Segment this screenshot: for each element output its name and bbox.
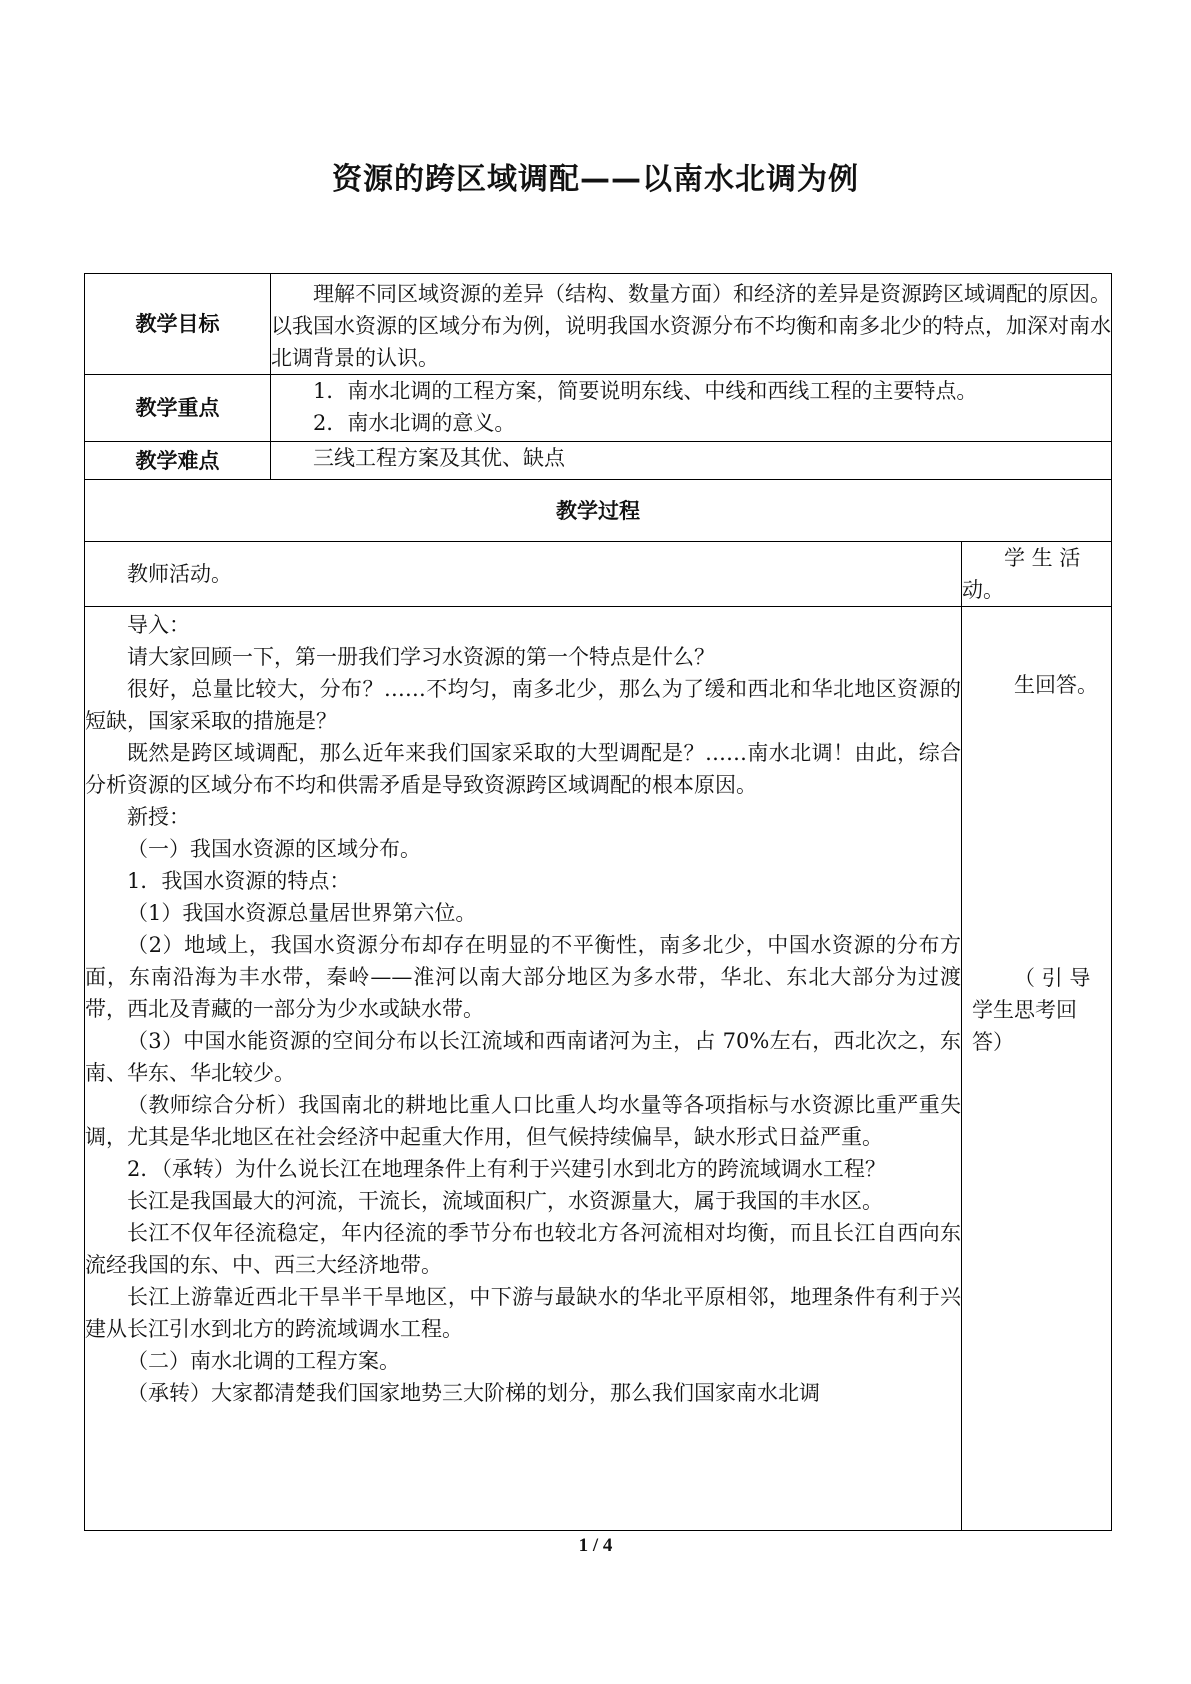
objectives-label: 教学目标 <box>85 274 271 375</box>
paragraph: （3）中国水能资源的空间分布以长江流域和西南诸河为主，占 70%左右，西北次之，东南、华东、华北较少。 <box>85 1029 961 1085</box>
paragraph: （承转）大家都清楚我们国家地势三大阶梯的划分，那么我们国家南水北调 <box>127 1381 820 1405</box>
objectives-row <box>85 274 1112 375</box>
paragraph: （二）南水北调的工程方案。 <box>127 1349 400 1373</box>
paragraph: （一）我国水资源的区域分布。 <box>127 837 421 861</box>
key-point-item: 2．南水北调的意义。 <box>313 411 516 435</box>
paragraph: 1．我国水资源的特点： <box>127 869 351 893</box>
paragraph: （教师综合分析）我国南北的耕地比重人口比重人均水量等各项指标与水资源比重严重失调，尤其是华北地区在社会经济中起重大作用，但气候持续偏旱，缺水形式日益严重。 <box>85 1093 961 1149</box>
paragraph: 长江上游靠近西北干旱半干旱地区，中下游与最缺水的华北平原相邻，地理条件有利于兴建从长江引水到北方的跨流域调水工程。 <box>85 1285 961 1341</box>
paragraph: 2．（承转）为什么说长江在地理条件上有利于兴建引水到北方的跨流域调水工程？ <box>127 1157 886 1181</box>
paragraph: 既然是跨区域调配，那么近年来我们国家采取的大型调配是？……南水北调！由此，综合分析资源的区域分布不均和供需矛盾是导致资源跨区域调配的根本原因。 <box>85 741 961 797</box>
paragraph: 导入： <box>127 613 190 637</box>
difficulties-row <box>85 442 1112 480</box>
paragraph: 长江不仅年径流稳定，年内径流的季节分布也较北方各河流相对均衡，而且长江自西向东流经我国的东、中、西三大经济地带。 <box>85 1221 961 1277</box>
process-body-row <box>85 607 1112 1531</box>
paragraph: 请大家回顾一下，第一册我们学习水资源的第一个特点是什么？ <box>127 645 715 669</box>
difficulties-label: 教学难点 <box>85 442 271 480</box>
page-number: 1 / 4 <box>578 1535 613 1556</box>
paragraph: （1）我国水资源总量居世界第六位。 <box>127 901 477 925</box>
objectives-text: 理解不同区域资源的差异（结构、数量方面）和经济的差异是资源跨区域调配的原因。以我国水资源的区域分布为例，说明我国水资源分布不均衡和南多北少的特点，加深对南水北调背景的认识。 <box>271 282 1111 370</box>
key-point-item: 1．南水北调的工程方案，简要说明东线、中线和西线工程的主要特点。 <box>313 379 978 403</box>
key-points-label: 教学重点 <box>85 375 271 442</box>
difficulties-text: 三线工程方案及其优、缺点 <box>313 446 565 470</box>
paragraph: 长江是我国最大的河流，干流长，流域面积广，水资源量大，属于我国的丰水区。 <box>127 1189 883 1213</box>
activity-header-row <box>85 542 1112 607</box>
page-title: 资源的跨区域调配——以南水北调为例 <box>332 162 859 197</box>
lesson-plan-table <box>84 273 1112 1531</box>
process-header-row <box>85 480 1112 542</box>
key-points-row <box>85 375 1112 442</box>
paragraph: （2）地域上，我国水资源分布却存在明显的不平衡性，南多北少，中国水资源的分布方面，东南沿海为丰水带，秦岭——淮河以南大部分地区为多水带，华北、东北大部分为过渡带，西北及青藏的一部分为少水或缺水带。 <box>85 933 961 1021</box>
paragraph: 新授： <box>127 805 190 829</box>
paragraph: 很好，总量比较大，分布？……不均匀，南多北少，那么为了缓和西北和华北地区资源的短缺，国家采取的措施是？ <box>85 677 961 733</box>
process-header: 教学过程 <box>85 480 1112 542</box>
student-activity-header: 学 生 活动。 <box>962 546 1081 602</box>
teacher-activity-header: 教师活动。 <box>127 562 232 586</box>
student-note: 生回答。 <box>1014 673 1098 697</box>
student-note: （ 引 导 学生思考回答） <box>972 966 1091 1054</box>
